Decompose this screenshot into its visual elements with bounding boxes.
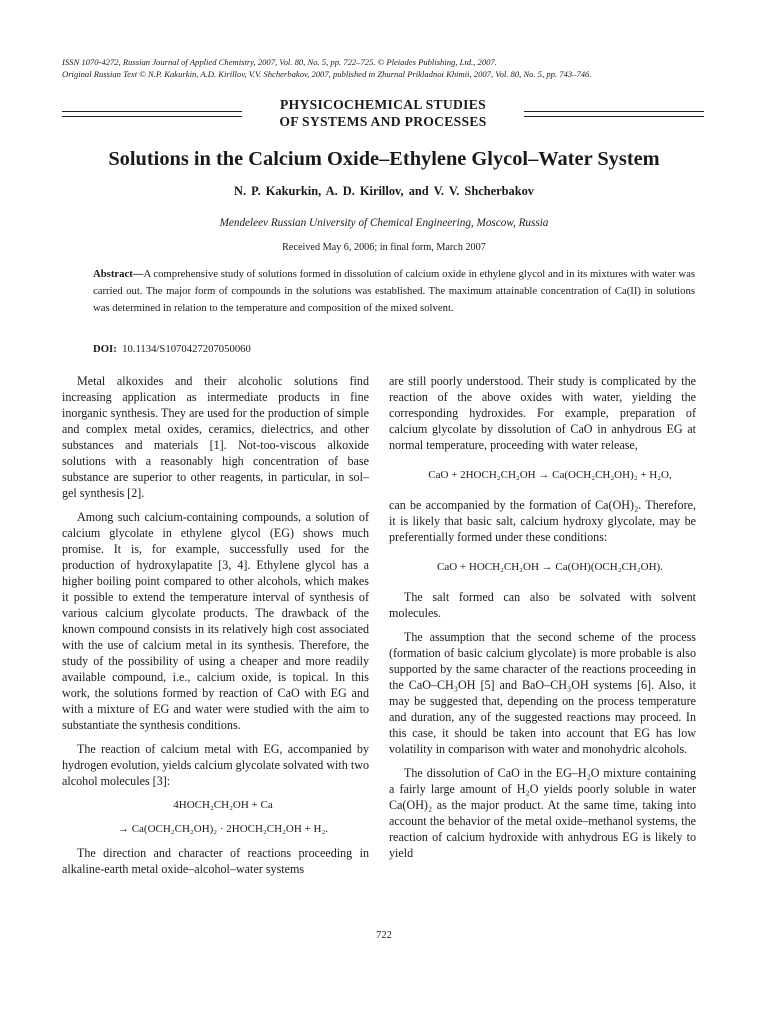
abstract-label: Abstract— bbox=[93, 268, 144, 280]
affiliation: Mendeleev Russian University of Chemical Engineering, Moscow, Russia bbox=[219, 217, 549, 229]
authors: N. P. Kakurkin, A. D. Kirillov, and V. V. Shcherbakov bbox=[234, 184, 534, 198]
paragraph: are still poorly understood. Their study is complicated by the reaction of the above oxides with water, yielding the corresponding hydroxides. For example, preparation of calcium glycolate by dissolution of CaO in anhydrous EG at normal temperature, proceeding with water release, bbox=[389, 374, 696, 452]
paragraph: The assumption that the second scheme of the process (formation of basic calcium glycolate) is more probable is also supported by the same character of the reactions proceeding in the CaO–CH₃OH [5] and BaO–CH₃OH systems [6]. Also, it may be suggested that, depending on the process temperature and duration, any of the suggested reactions may proceed. In this case, it should be taken into account that EG has low volatility in comparison with water and monohydric alcohols. bbox=[389, 630, 696, 756]
article-title: Solutions in the Calcium Oxide–Ethylene Glycol–Water System bbox=[108, 148, 660, 170]
doi-value: 10.1134/S1070427207050060 bbox=[122, 343, 251, 355]
section-heading-line2: OF SYSTEMS AND PROCESSES bbox=[279, 114, 487, 129]
doi-label: DOI: bbox=[93, 343, 117, 355]
equation-2: CaO + 2HOCH₂CH₂OH → Ca(OCH₂CH₂OH)₂ + H₂O, bbox=[428, 469, 672, 481]
paragraph: The reaction of calcium metal with EG, accompanied by hydrogen evolution, yields calcium glycolate solvated with two alcohol molecules [3]: bbox=[62, 742, 369, 788]
doi bbox=[93, 342, 251, 356]
section-heading-line1: PHYSICOCHEMICAL STUDIES bbox=[280, 97, 486, 112]
abstract-text: A comprehensive study of solutions formed in dissolution of calcium oxide in ethylene glycol and in its mixtures with water was carried out. The major form of compounds in the solutions was established. The maximum attainable concentration of Ca(II) in solutions was determined in relation to the temperature and composition of the mixed solvent. bbox=[93, 268, 695, 314]
left-column bbox=[62, 373, 369, 885]
equation-1-reactants: 4HOCH₂CH₂OH + Ca bbox=[173, 799, 273, 811]
section-heading bbox=[62, 97, 704, 133]
abstract bbox=[93, 266, 695, 317]
paragraph: can be accompanied by the formation of Ca(OH)₂. Therefore, it is likely that basic salt, calcium hydroxy glycolate, may be preferentially formed under these conditions: bbox=[389, 498, 696, 544]
equation-3: CaO + HOCH₂CH₂OH → Ca(OH)(OCH₂CH₂OH). bbox=[437, 561, 663, 573]
received-date: Received May 6, 2006; in final form, March 2007 bbox=[282, 242, 486, 253]
paragraph: The dissolution of CaO in the EG–H₂O mixture containing a fairly large amount of H₂O yields poorly soluble in water Ca(OH)₂ as the major product. At the same time, taking into account the behavior of the metal oxide–methanol systems, the reaction of calcium hydroxide with anhydrous EG is likely to yield bbox=[389, 766, 696, 860]
paragraph: Among such calcium-containing compounds, a solution of calcium glycolate in ethylene glycol (EG) shows much promise. It is, for example, successfully used for the production of hydroxylapatite [3, 4]. Ethylene glycol has a higher boiling point compared to other alcohols, which makes it possible to extend the temperature interval of synthesis of various calcium glycolate products. The drawback of the known compound consists in its relatively high cost associated with the use of calcium metal in its synthesis. Therefore, the study of the possibility of using a cheaper and more readily available compound, i.e., calcium oxide, is topical. In this work, the solutions formed by reaction of CaO with EG and with a mixture of EG and water were studied with the aim to substantiate the synthesis conditions. bbox=[62, 510, 369, 732]
paragraph: Metal alkoxides and their alcoholic solutions find increasing application as intermediate products in fine inorganic synthesis. They are used for the production of simple and complex metal oxides, ceramics, dielectrics, and other substances and materials [1]. Not-too-viscous alkoxide solutions with a reasonably high concentration of base substance are superior to other reagents, in particular, in sol–gel synthesis [2]. bbox=[62, 374, 369, 500]
equation-1-products: → Ca(OCH₂CH₂OH)₂ · 2HOCH₂CH₂OH + H₂. bbox=[117, 823, 329, 835]
paragraph: The direction and character of reactions proceeding in alkaline-earth metal oxide–alcohol–water systems bbox=[62, 846, 369, 876]
journal-citation-line: ISSN 1070-4272, Russian Journal of Applied Chemistry, 2007, Vol. 80, No. 5, pp. 722–725. © Pleiades Publishing, Ltd., 2007. bbox=[62, 57, 497, 67]
page-number: 722 bbox=[376, 930, 392, 941]
paragraph: The salt formed can also be solvated with solvent molecules. bbox=[389, 590, 696, 620]
right-column bbox=[389, 373, 696, 869]
original-text-line: Original Russian Text © N.P. Kakurkin, A.D. Kirillov, V.V. Shcherbakov, 2007, published in Zhurnal Prikladnoi Khimii, 2007, Vol. 80, No. 5, pp. 743–746. bbox=[62, 69, 592, 79]
